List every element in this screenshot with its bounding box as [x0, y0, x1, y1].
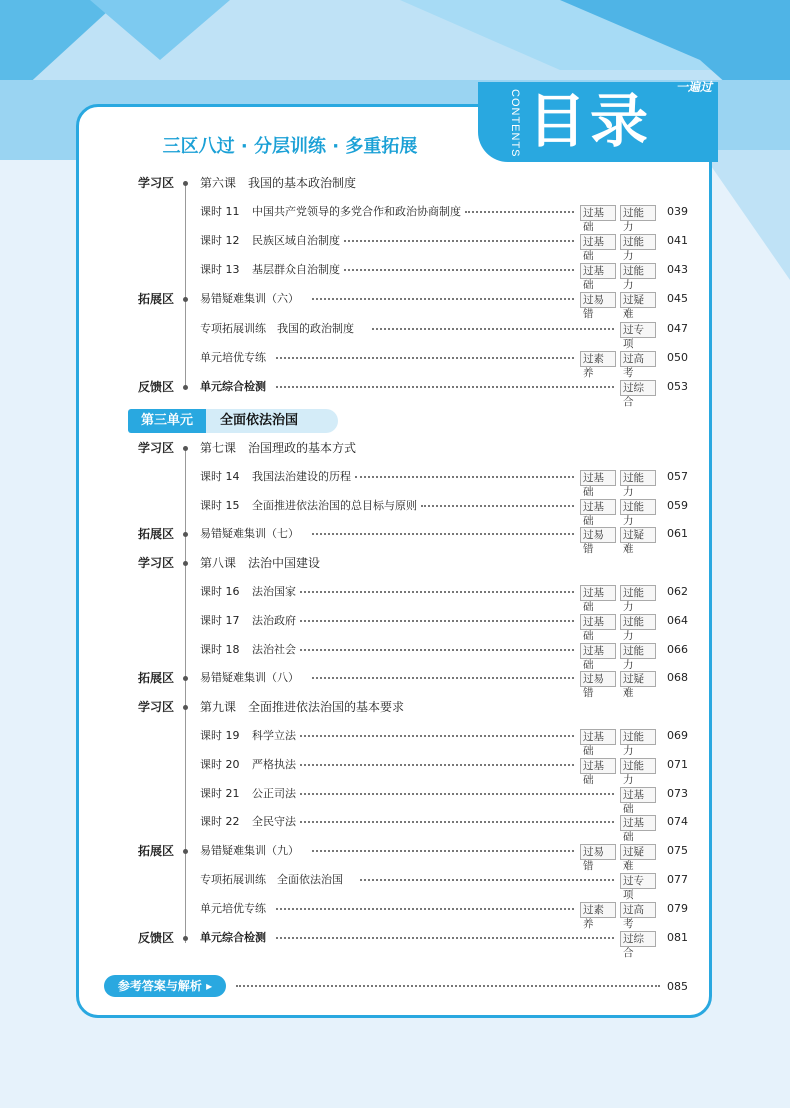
zone-label: 学习区 — [138, 441, 175, 455]
entry-title: 法治社会 — [252, 642, 296, 656]
lesson-number: 课时 20 — [200, 757, 240, 771]
series-mark: 一遍过 — [676, 80, 713, 94]
practice-tag: 过能力 — [620, 643, 656, 659]
timeline-dot — [183, 561, 188, 566]
entry-title: 全面推进依法治国的总目标与原则 — [252, 498, 417, 512]
practice-tag: 过基础 — [580, 205, 616, 221]
timeline-dot — [183, 936, 188, 941]
leader-dots — [300, 821, 614, 823]
unit-label: 第三单元 — [128, 409, 206, 433]
practice-tag: 过基础 — [580, 729, 616, 745]
entry-title: 第九课 全面推进依法治国的基本要求 — [200, 700, 405, 715]
practice-tag: 过疑难 — [620, 844, 656, 860]
lesson-number: 课时 15 — [200, 498, 240, 512]
toc-row[interactable] — [0, 784, 790, 815]
timeline-dot — [183, 532, 188, 537]
timeline-dot — [183, 446, 188, 451]
leader-dots — [312, 850, 574, 852]
leader-dots — [355, 476, 574, 478]
lesson-number: 课时 22 — [200, 815, 240, 829]
practice-tag: 过能力 — [620, 499, 656, 515]
page-number: 050 — [667, 350, 688, 364]
leader-dots — [344, 269, 574, 271]
toc-row[interactable] — [0, 348, 790, 379]
practice-tag: 过基础 — [580, 585, 616, 601]
lesson-number: 课时 14 — [200, 469, 240, 483]
toc-row[interactable] — [0, 899, 790, 930]
page-number: 061 — [667, 527, 688, 541]
entry-title: 全民守法 — [252, 815, 296, 829]
practice-tag: 过综合 — [620, 380, 656, 396]
lesson-number: 课时 16 — [200, 585, 240, 598]
leader-dots — [344, 240, 574, 242]
practice-tag: 过能力 — [620, 470, 656, 486]
answers-page-number: 085 — [667, 980, 688, 993]
zone-label: 拓展区 — [138, 292, 175, 307]
practice-tag: 过高考 — [620, 351, 656, 367]
practice-tag: 过基础 — [580, 758, 616, 774]
entry-title: 法治政府 — [252, 613, 296, 627]
lesson-number: 课时 11 — [200, 205, 240, 219]
page-number: 062 — [667, 585, 688, 598]
toc-row[interactable] — [0, 812, 790, 844]
practice-tag: 过高考 — [620, 902, 656, 918]
toc-row[interactable] — [0, 467, 790, 498]
toc-row[interactable] — [0, 289, 790, 321]
leader-dots — [312, 298, 574, 300]
entry-title: 单元培优专练 — [200, 901, 266, 915]
leader-dots — [421, 505, 574, 507]
timeline-dot — [183, 705, 188, 710]
practice-tag: 过易错 — [580, 671, 616, 687]
practice-tag: 过易错 — [580, 292, 616, 308]
toc-row[interactable] — [0, 640, 790, 671]
page-number: 075 — [667, 844, 688, 858]
toc-row[interactable] — [0, 260, 790, 292]
practice-tag: 过疑难 — [620, 671, 656, 687]
leader-dots — [276, 937, 614, 939]
entry-title: 专项拓展训练 我国的政治制度 — [200, 321, 354, 335]
lesson-number: 课时 17 — [200, 613, 240, 627]
practice-tag: 过基础 — [580, 499, 616, 515]
timeline-dot — [183, 849, 188, 854]
practice-tag: 过能力 — [620, 234, 656, 250]
page-number: 045 — [667, 292, 688, 306]
page-number: 039 — [667, 205, 688, 219]
entry-title: 严格执法 — [252, 757, 296, 771]
zone-label: 反馈区 — [138, 930, 175, 945]
page-title: 目录 — [528, 87, 653, 155]
entry-title: 公正司法 — [252, 786, 296, 800]
page-number: 057 — [667, 469, 688, 483]
entry-title: 单元综合检测 — [200, 930, 266, 944]
practice-tag: 过能力 — [620, 614, 656, 630]
toc-row[interactable] — [0, 438, 790, 458]
answers-leader-dots — [236, 985, 660, 987]
leader-dots — [300, 649, 574, 651]
entry-title: 易错疑难集训（八） — [200, 671, 299, 685]
toc-row[interactable] — [0, 553, 790, 573]
page-number: 064 — [667, 613, 688, 627]
lesson-number: 课时 13 — [200, 263, 240, 277]
slogan: 三区八过 · 分层训练 · 多重拓展 — [120, 130, 460, 164]
practice-tag: 过易错 — [580, 527, 616, 543]
entry-title: 易错疑难集训（六） — [200, 292, 299, 306]
practice-tag: 过疑难 — [620, 292, 656, 308]
practice-tag: 过素养 — [580, 351, 616, 367]
practice-tag: 过疑难 — [620, 527, 656, 543]
zone-label: 拓展区 — [138, 844, 175, 859]
entry-title: 法治国家 — [252, 585, 296, 598]
leader-dots — [465, 211, 574, 213]
practice-tag: 过专项 — [620, 322, 656, 338]
leader-dots — [276, 386, 614, 388]
zone-label: 拓展区 — [138, 527, 175, 542]
practice-tag: 过素养 — [580, 902, 616, 918]
leader-dots — [312, 677, 574, 679]
toc-row[interactable] — [0, 611, 790, 642]
zone-label: 学习区 — [138, 556, 175, 571]
timeline-dot — [183, 385, 188, 390]
entry-title: 第七课 治国理政的基本方式 — [200, 441, 357, 455]
practice-tag: 过能力 — [620, 758, 656, 774]
toc-row[interactable] — [0, 319, 790, 350]
practice-tag: 过专项 — [620, 873, 656, 889]
leader-dots — [300, 591, 574, 593]
toc-row[interactable] — [0, 870, 790, 901]
page-number: 053 — [667, 379, 688, 393]
lesson-number: 课时 19 — [200, 729, 240, 742]
unit-banner — [128, 409, 338, 433]
practice-tag: 过基础 — [580, 263, 616, 279]
toc-row[interactable] — [0, 582, 790, 613]
answers-button[interactable]: 参考答案与解析 ▸ — [104, 975, 226, 997]
toc-row[interactable] — [0, 173, 790, 193]
toc-row[interactable] — [0, 697, 790, 717]
timeline-dot — [183, 181, 188, 186]
toc-row[interactable] — [0, 231, 790, 263]
leader-dots — [372, 328, 614, 330]
toc-row[interactable] — [0, 496, 790, 527]
page-number: 059 — [667, 498, 688, 512]
practice-tag: 过基础 — [580, 470, 616, 486]
leader-dots — [360, 879, 614, 881]
entry-title: 单元综合检测 — [200, 379, 266, 393]
leader-dots — [300, 620, 574, 622]
timeline-dot — [183, 676, 188, 681]
entry-title: 基层群众自治制度 — [252, 263, 340, 277]
leader-dots — [300, 735, 574, 737]
page-number: 081 — [667, 930, 688, 944]
entry-title: 单元培优专练 — [200, 350, 266, 364]
contents-label: CONTENTS — [509, 88, 521, 158]
page-number: 079 — [667, 901, 688, 915]
entry-title: 专项拓展训练 全面依法治国 — [200, 873, 343, 886]
page-number: 069 — [667, 729, 688, 742]
entry-title: 我国法治建设的历程 — [252, 469, 351, 483]
toc-row[interactable] — [0, 202, 790, 234]
zone-label: 反馈区 — [138, 379, 175, 394]
entry-title: 易错疑难集训（七） — [200, 527, 299, 541]
lesson-number: 课时 18 — [200, 642, 240, 656]
practice-tag: 过综合 — [620, 931, 656, 947]
page-number: 071 — [667, 757, 688, 771]
toc-row[interactable] — [0, 755, 790, 786]
practice-tag: 过基础 — [620, 787, 656, 803]
practice-tag: 过能力 — [620, 205, 656, 221]
lesson-number: 课时 12 — [200, 234, 240, 248]
page-number: 077 — [667, 873, 688, 886]
toc-row[interactable] — [0, 668, 790, 700]
zone-label: 拓展区 — [138, 671, 175, 686]
zone-label: 学习区 — [138, 700, 175, 715]
timeline-line-bottom — [185, 448, 186, 943]
page-number: 074 — [667, 815, 688, 829]
zone-label: 学习区 — [138, 176, 175, 190]
practice-tag: 过能力 — [620, 729, 656, 745]
page-number: 073 — [667, 786, 688, 800]
practice-tag: 过易错 — [580, 844, 616, 860]
entry-title: 科学立法 — [252, 729, 296, 742]
entry-title: 第六课 我国的基本政治制度 — [200, 176, 357, 190]
lesson-number: 课时 21 — [200, 786, 240, 800]
timeline-dot — [183, 297, 188, 302]
practice-tag: 过基础 — [580, 643, 616, 659]
toc-row[interactable] — [0, 377, 790, 408]
entry-title: 易错疑难集训（九） — [200, 844, 299, 858]
toc-row[interactable] — [0, 524, 790, 556]
page-number: 068 — [667, 671, 688, 685]
leader-dots — [300, 764, 574, 766]
leader-dots — [300, 793, 614, 795]
page-number: 047 — [667, 321, 688, 335]
page-number: 043 — [667, 263, 688, 277]
leader-dots — [276, 357, 574, 359]
page-number: 041 — [667, 234, 688, 248]
leader-dots — [276, 908, 574, 910]
entry-title: 第八课 法治中国建设 — [200, 556, 321, 571]
page-number: 066 — [667, 642, 688, 656]
practice-tag: 过能力 — [620, 585, 656, 601]
unit-name: 全面依法治国 — [206, 409, 338, 433]
toc-row[interactable] — [0, 841, 790, 873]
practice-tag: 过基础 — [580, 614, 616, 630]
practice-tag: 过能力 — [620, 263, 656, 279]
practice-tag: 过基础 — [620, 815, 656, 831]
toc-row[interactable] — [0, 726, 790, 757]
entry-title: 民族区域自治制度 — [252, 234, 340, 248]
toc-row[interactable] — [0, 928, 790, 959]
leader-dots — [312, 533, 574, 535]
entry-title: 中国共产党领导的多党合作和政治协商制度 — [252, 205, 461, 219]
practice-tag: 过基础 — [580, 234, 616, 250]
